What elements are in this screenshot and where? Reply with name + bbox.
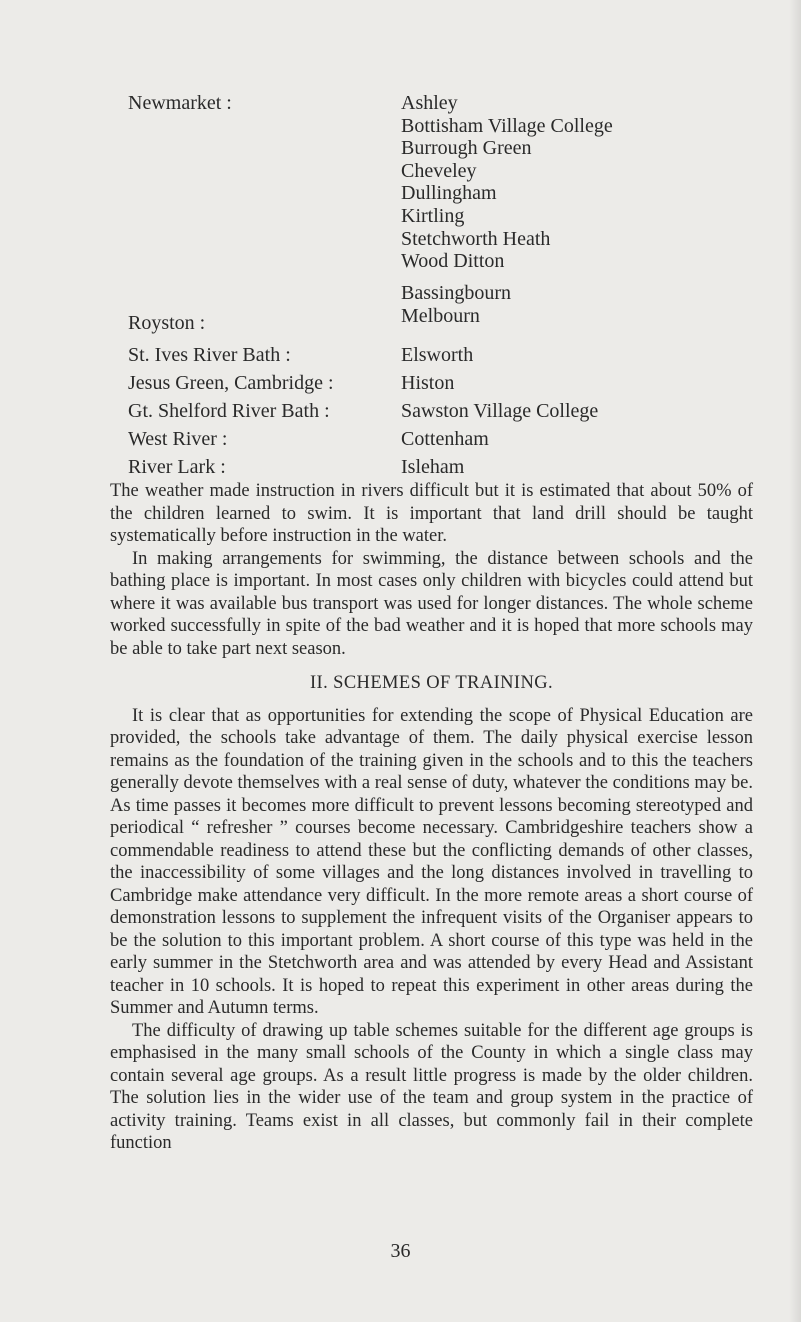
place-name: Kirtling (401, 204, 465, 227)
section-heading: II. SCHEMES OF TRAINING. (309, 673, 554, 693)
page-number: 36 (390, 1240, 411, 1262)
place-name: Histon (401, 372, 455, 394)
place-name: Melbourn (401, 304, 480, 327)
page-edge-shadow (789, 0, 801, 1322)
district-places (401, 428, 489, 451)
place-name: Wood Ditton (401, 250, 505, 273)
paragraph: In making arrangements for swimming, the distance between schools and the bathing place is important. In most cases only children with bicycles could attend but where it was available bus transport was used for longer distances. The whole scheme worked successfully in spite of the bad weather and it is hoped that more schools may be able to take part next season. (110, 548, 753, 659)
district-places (401, 92, 613, 273)
place-name: Dullingham (401, 182, 497, 205)
district-label: St. Ives River Bath : (128, 344, 291, 366)
place-name: Cottenham (401, 428, 489, 450)
place-name: Cheveley (401, 159, 477, 182)
paragraph: The difficulty of drawing up table schemes suitable for the different age groups is emphasised in the many small schools of the County in which a single class may contain several age groups. As a result little progress is made by the older children. The solution lies in the wider use of the team and group system in the practice of activity training. Teams exist in all classes, but commonly fail in their complete function (110, 1020, 753, 1153)
district-label: West River : (128, 428, 228, 450)
district-label: River Lark : (128, 456, 226, 478)
district-places (401, 282, 511, 327)
place-name: Bottisham Village College (401, 114, 613, 137)
district-label: Jesus Green, Cambridge : (128, 372, 334, 394)
paragraph: It is clear that as opportunities for extending the scope of Physical Education are provided, the schools take advantage of them. The daily physical exercise lesson remains as the foundation of the training given in the schools and to this the teachers generally devote themselves with a real sense of duty, whatever the conditions may be. As time passes it becomes more difficult to prevent lessons becoming stereotyped and periodical “ refresher ” courses become necessary. Cambridgeshire teachers show a commendable readiness to attend these but the conflicting demands of other classes, the inaccessibility of some villages and the long distances involved in travelling to Cambridge make attendance very difficult. In the more remote areas a short course of demonstration lessons to supplement the infrequent visits of the Organiser appears to be the solution to this important problem. A short course of this type was held in the early summer in the Stetchworth area and was attended by every Head and Assistant teacher in 10 schools. It is hoped to repeat this experiment in other areas during the Summer and Autumn terms. (110, 705, 753, 1018)
place-name: Sawston Village College (401, 400, 599, 422)
district-label: Royston : (128, 312, 206, 334)
place-name: Bassingbourn (401, 282, 511, 304)
place-name: Burrough Green (401, 137, 532, 160)
district-label: Gt. Shelford River Bath : (128, 400, 330, 422)
place-name: Elsworth (401, 344, 474, 366)
district-places (401, 344, 473, 367)
body-text (110, 480, 753, 1155)
paragraph: The weather made instruction in rivers difficult but it is estimated that about 50% of the children learned to swim. It is important that land drill should be taught systematically before instruction in the water. (110, 481, 753, 546)
district-places (401, 372, 454, 395)
place-name: Ashley (401, 92, 458, 114)
place-name: Isleham (401, 456, 465, 478)
district-places (401, 400, 598, 423)
district-label: Newmarket : (128, 92, 232, 114)
place-name: Stetchworth Heath (401, 227, 551, 250)
district-places (401, 456, 464, 479)
